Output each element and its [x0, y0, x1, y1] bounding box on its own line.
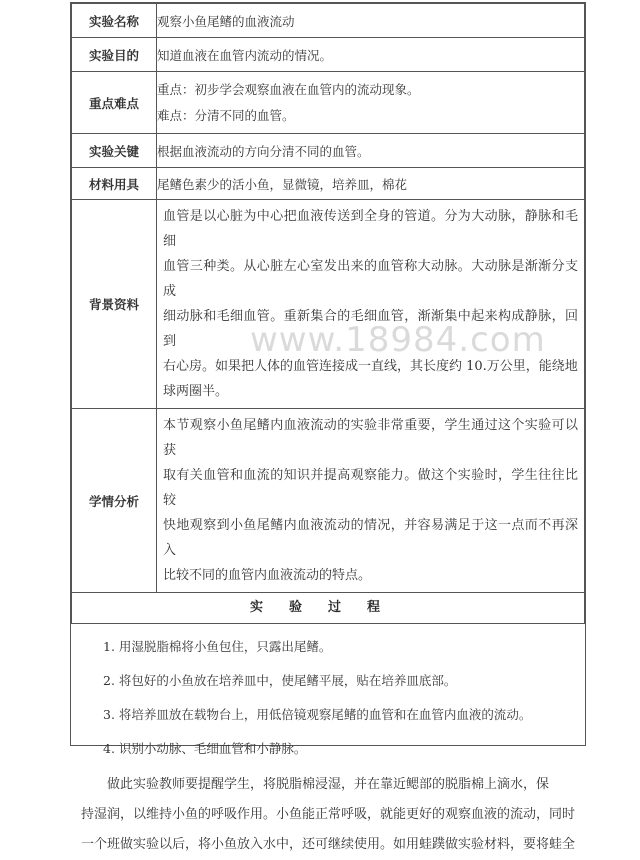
label-critical: 实验关键	[72, 134, 157, 168]
row-experiment-name	[72, 4, 585, 38]
note-line: 做此实验教师要提醒学生，将脱脂棉浸湿，并在靠近鳃部的脱脂棉上滴水，保	[107, 777, 550, 792]
row-process-heading	[72, 593, 585, 624]
background-line: 血管三种类。从心脏左心室发出来的血管称大动脉。大动脉是渐渐分支成	[163, 259, 578, 299]
analysis-line: 取有关血管和血流的知识并提高观察能力。做这个实验时，学生往往比较	[163, 468, 578, 508]
label-student-analysis: 学情分析	[72, 409, 157, 593]
value-background	[157, 200, 585, 409]
value-materials: 尾鳍色素少的活小鱼，显微镜，培养皿，棉花	[157, 168, 585, 200]
step-item: 2. 将包好的小鱼放在培养皿中，使尾鳍平展，贴在培养皿底部。	[103, 673, 457, 688]
teacher-note	[71, 766, 585, 860]
row-key-difficulty	[72, 72, 585, 134]
info-table	[71, 3, 585, 624]
step-item: 4. 识别小动脉、毛细血管和小静脉。	[103, 741, 307, 756]
value-purpose: 知道血液在血管内流动的情况。	[157, 38, 585, 72]
key-point-line: 重点：初步学会观察血液在血管内的流动现象。	[157, 81, 420, 97]
analysis-line: 快地观察到小鱼尾鳍内血液流动的情况，并容易满足于这一点而不再深入	[163, 518, 578, 558]
value-key-difficulty	[157, 72, 585, 134]
row-student-analysis	[72, 409, 585, 593]
row-purpose	[72, 38, 585, 72]
row-materials	[72, 168, 585, 200]
label-experiment-name: 实验名称	[72, 4, 157, 38]
process-heading: 实验过程	[72, 593, 585, 624]
analysis-line: 比较不同的血管内血液流动的特点。	[163, 568, 372, 583]
background-line: 血管是以心脏为中心把血液传送到全身的管道。分为大动脉，静脉和毛细	[163, 209, 578, 249]
background-line: 右心房。如果把人体的血管连接成一直线，其长度约 10.万公里，能绕地	[163, 359, 578, 374]
label-materials: 材料用具	[72, 168, 157, 200]
value-critical: 根据血液流动的方向分清不同的血管。	[157, 134, 585, 168]
note-line: 一个班做实验以后，将小鱼放入水中，还可继续使用。如用蛙蹼做实验材料，要将蛙全	[81, 837, 576, 852]
analysis-line: 本节观察小鱼尾鳍内血液流动的实验非常重要，学生通过这个实验可以获	[163, 418, 578, 458]
label-key-difficulty: 重点难点	[72, 72, 157, 134]
row-background	[72, 200, 585, 409]
difficulty-line: 难点：分清不同的血管。	[157, 107, 295, 123]
lesson-plan-form	[70, 2, 586, 852]
label-background: 背景资料	[72, 200, 157, 409]
background-line: 球两圈半。	[163, 384, 229, 399]
row-critical	[72, 134, 585, 168]
label-purpose: 实验目的	[72, 38, 157, 72]
background-line: 细动脉和毛细血管。重新集合的毛细血管，渐渐集中起来构成静脉，回到	[163, 309, 578, 349]
process-steps	[71, 624, 585, 766]
watermark: www.18984.com	[250, 320, 546, 360]
step-item: 1. 用湿脱脂棉将小鱼包住，只露出尾鳍。	[103, 639, 332, 654]
note-line: 持湿润，以维持小鱼的呼吸作用。小鱼能正常呼吸，就能更好的观察血液的流动，同时	[81, 807, 576, 822]
step-item: 3. 将培养皿放在载物台上，用低倍镜观察尾鳍的血管和在血管内血液的流动。	[103, 707, 532, 722]
value-student-analysis	[157, 409, 585, 593]
value-experiment-name: 观察小鱼尾鳍的血液流动	[157, 4, 585, 38]
